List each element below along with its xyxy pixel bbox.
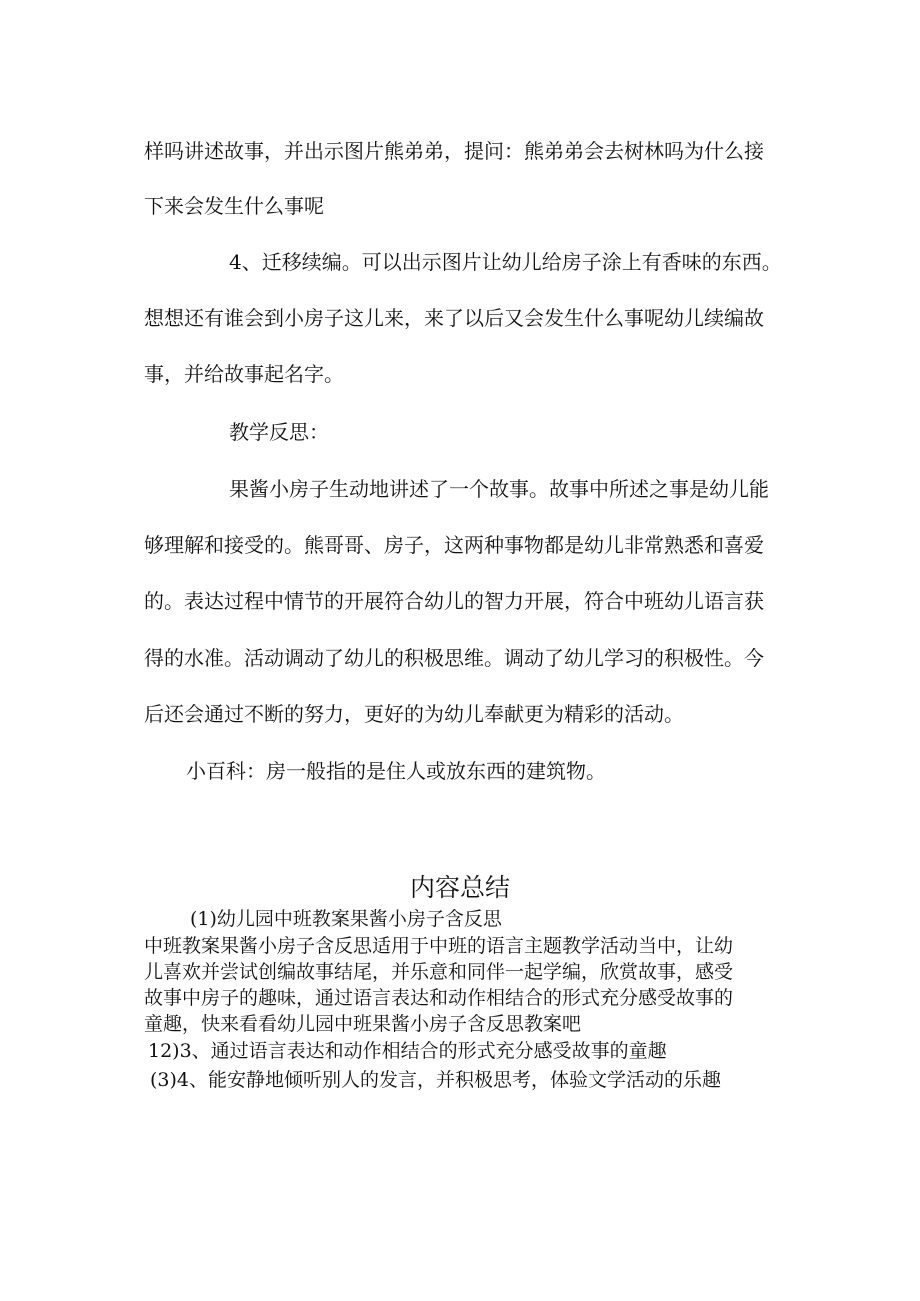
summary-line: 童趣，快来看看幼儿园中班果酱小房子含反思教案吧 xyxy=(144,1013,582,1035)
summary-line: 儿喜欢并尝试创编故事结尾，并乐意和同伴一起学编，欣赏故事，感受 xyxy=(144,961,734,983)
body-paragraph-line: 够理解和接受的。熊哥哥、房子，这两种事物都是幼儿非常熟悉和喜爱 xyxy=(144,533,764,557)
summary-line: 中班教案果酱小房子含反思适用于中班的语言主题教学活动当中，让幼 xyxy=(144,935,734,957)
summary-line: 12)3、通过语言表达和动作相结合的形式充分感受故事的童趣 xyxy=(148,1040,667,1062)
body-paragraph-line: 得的水准。活动调动了幼儿的积极思维。调动了幼儿学习的积极性。今 xyxy=(144,646,764,670)
body-paragraph-line: 想想还有谁会到小房子这儿来，来了以后又会发生什么事呢幼儿续编故 xyxy=(144,306,764,330)
section-heading-reflection: 教学反思： xyxy=(229,420,329,444)
encyclopedia-note: 小百科：房一般指的是住人或放东西的建筑物。 xyxy=(186,759,606,783)
body-paragraph-line: 样吗讲述故事，并出示图片熊弟弟，提问：熊弟弟会去树林吗为什么接 xyxy=(144,139,764,163)
body-paragraph-line: 果酱小房子生动地讲述了一个故事。故事中所述之事是幼儿能 xyxy=(229,477,769,501)
body-paragraph-line: 4、迁移续编。可以出示图片让幼儿给房子涂上有香味的东西。 xyxy=(229,250,782,274)
summary-line: (1)幼儿园中班教案果酱小房子含反思 xyxy=(190,908,502,930)
body-paragraph-line: 下来会发生什么事呢 xyxy=(144,194,324,218)
summary-line: (3)4、能安静地倾听别人的发言，并积极思考，体验文学活动的乐趣 xyxy=(150,1069,722,1091)
body-paragraph-line: 的。表达过程中情节的开展符合幼儿的智力开展，符合中班幼儿语言获 xyxy=(144,589,764,613)
summary-line: 故事中房子的趣味，通过语言表达和动作相结合的形式充分感受故事的 xyxy=(144,987,734,1009)
body-paragraph-line: 后还会通过不断的努力，更好的为幼儿奉献更为精彩的活动。 xyxy=(144,702,684,726)
body-paragraph-line: 事，并给故事起名字。 xyxy=(144,362,344,386)
summary-title: 内容总结 xyxy=(409,873,510,902)
